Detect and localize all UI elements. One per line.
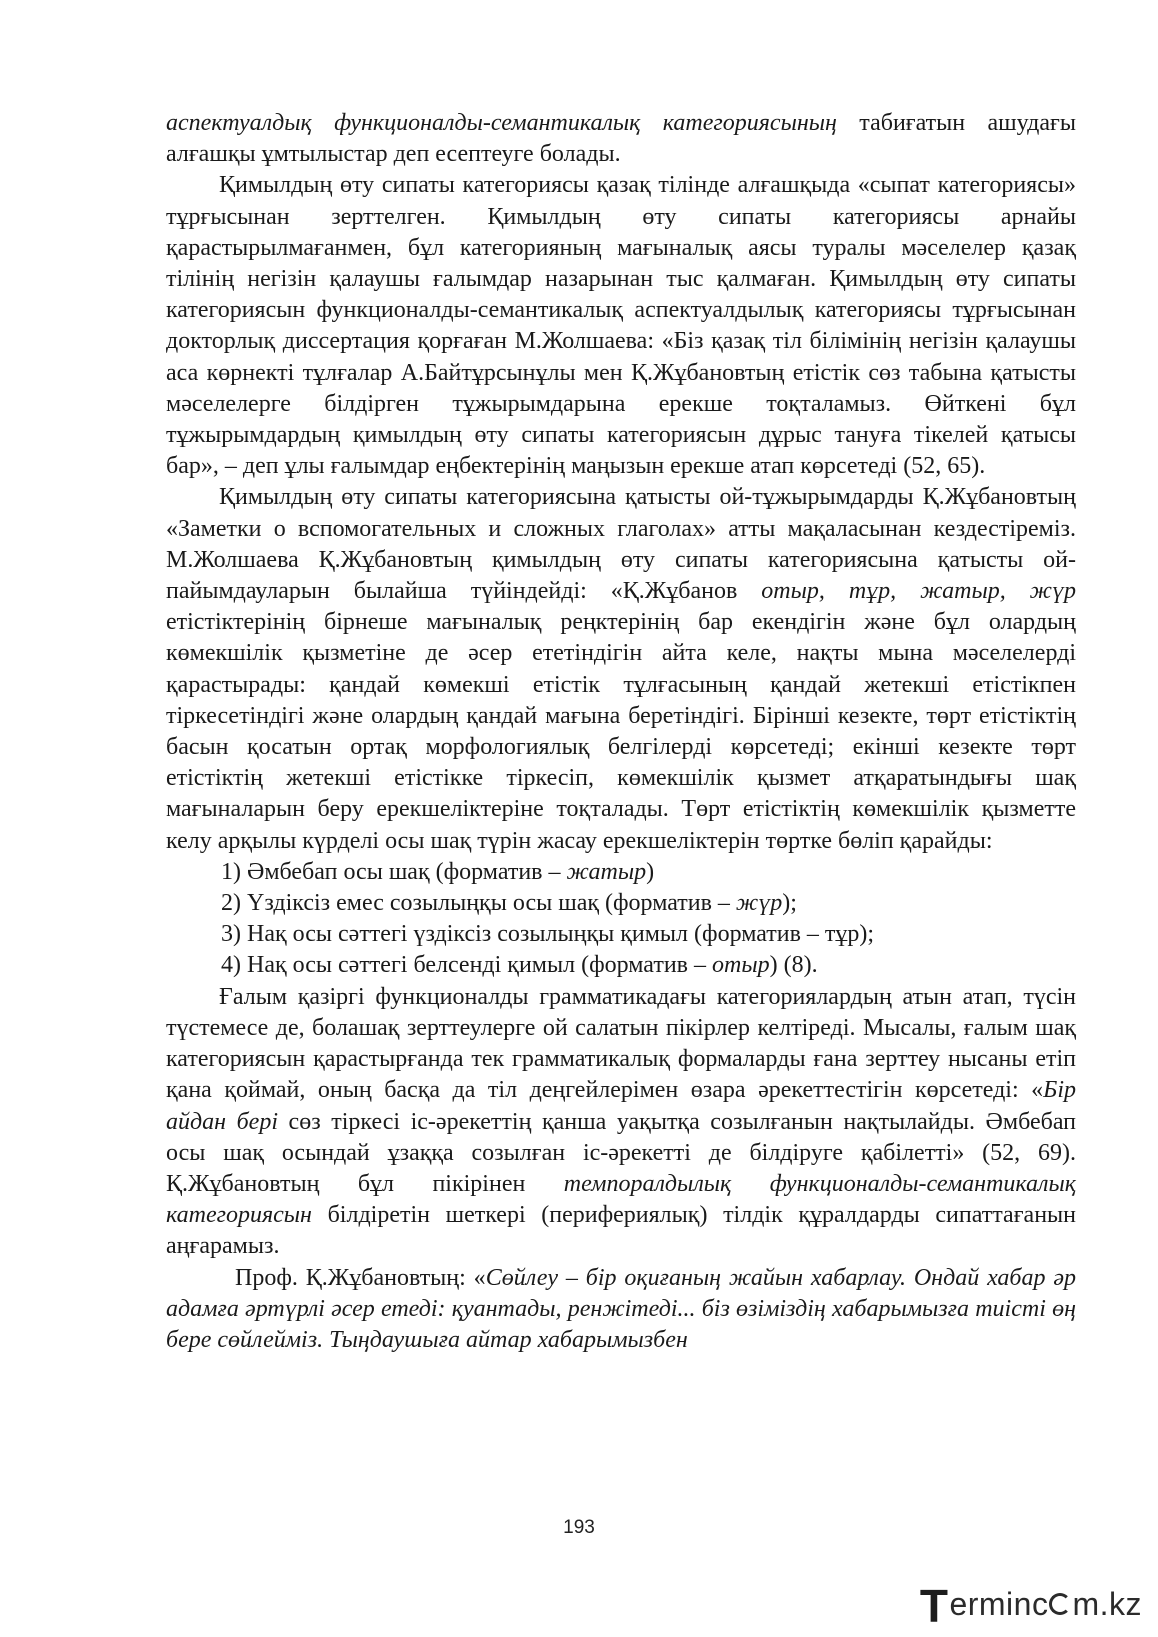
list-item bbox=[166, 919, 1076, 950]
text-segment: ); bbox=[782, 890, 797, 917]
italic-text-segment: аспектуалдық функционалды-семантикалық категориясының bbox=[166, 110, 837, 136]
text-segment: Проф. Қ.Жұбановтың: « bbox=[235, 1264, 486, 1291]
watermark-big-letter: T bbox=[919, 1580, 949, 1632]
text-segment: ) bbox=[646, 858, 655, 885]
document-body bbox=[166, 108, 1076, 1356]
italic-text-segment: Бір айдан бері bbox=[166, 1077, 1076, 1135]
italic-text-segment: темпоралдылық функционалды-семантикалық категориясын bbox=[166, 1170, 1076, 1229]
watermark-text-start: erminc bbox=[949, 1585, 1049, 1622]
text-segment: етістіктерінің бірнеше мағыналық реңктерінің бар екендігін және бұл олардың көмекшілік қызметіне де әсер ететіндігін айта келе, нақты мына мәселелерді қарастырады: қандай көмекші етістік тұлғасының қандай жетекші етістікпен тіркесетіндігі және олардың қандай мағына беретіндігі. Бірінші кезекте, төрт етістіктің басын қосатын ортақ морфологиялық белгілерді көрсетеді; екінші кезекте төрт етістіктің жетекші етістікке тіркесіп, көмекшілік қызмет атқаратындығы шақ мағыналарын беру ерекшеліктеріне тоқталады. Төрт етістіктің көмекшілік қызметте келу арқылы күрделі осы шақ түрін жасау ерекшеліктерін төртке бөліп қарайды: bbox=[166, 609, 1076, 854]
paragraph-p4 bbox=[166, 982, 1076, 1263]
text-segment: табиғатын ашудағы алғашқы ұмтылыстар деп есептеуге болады. bbox=[166, 110, 1076, 168]
italic-text-segment: жүр bbox=[735, 890, 783, 917]
text-segment: сөз тіркесі іс-әрекеттің қанша уақытқа созылғанын нақтылайды. Әмбебап осы шақ осындай ұзаққа созылған іс-әрекетті де білдіруге қабілетті» (52, 69). Қ.Жұбановтың бұл пікірінен bbox=[166, 1108, 1077, 1197]
text-segment: 2) Үздіксіз емес созылыңқы осы шақ (форматив – bbox=[221, 890, 736, 917]
italic-text-segment: жатыр bbox=[566, 858, 647, 885]
terminco-watermark-logo[interactable] bbox=[919, 1580, 1142, 1632]
paragraph-p3 bbox=[166, 482, 1076, 856]
text-segment: Қимылдың өту сипаты категориясына қатысты ой-тұжырымдарды Қ.Жұбановтың «Заметки о вспомогательных и сложных глаголах» атты мақаласынан кездестіреміз. М.Жолшаева Қ.Жұбановтың қимылдың өту сипаты категориясына қатысты ой-пайымдауларын былайша түйіндейді: «Қ.Жұбанов bbox=[166, 484, 1076, 605]
paragraph-p5 bbox=[166, 1263, 1076, 1357]
page-number: 193 bbox=[563, 1517, 595, 1538]
text-segment: 4) Нақ осы сәттегі белсенді қимыл (форматив – bbox=[221, 952, 712, 979]
list-item bbox=[166, 857, 1076, 888]
watermark-text-end: m.kz bbox=[1072, 1585, 1142, 1622]
italic-text-segment: Сөйлеу – бір оқиғаның жайын хабарлау. Ондай хабар әр адамға әртүрлі әсер етеді: қуантады, ренжітеді... біз өзіміздің хабарымызға тиісті өң бере сөйлейміз. Тыңдаушыға айтар хабарымызбен bbox=[166, 1264, 1076, 1353]
numbered-list bbox=[166, 857, 1076, 982]
text-segment: 3) Нақ осы сәттегі үздіксіз созылыңқы қимыл (форматив – тұр); bbox=[221, 921, 875, 948]
paragraph-p2 bbox=[166, 170, 1076, 482]
italic-text-segment: отыр bbox=[712, 952, 770, 979]
watermark-o-icon bbox=[1049, 1593, 1071, 1615]
text-segment: білдіретін шеткері (перифериялық) тілдік құралдарды сипаттағанын аңғарамыз. bbox=[166, 1202, 1076, 1260]
text-segment: ) (8). bbox=[769, 952, 818, 979]
paragraphs-section bbox=[166, 108, 1076, 857]
text-segment: 1) Әмбебап осы шақ (форматив – bbox=[221, 858, 567, 885]
italic-text-segment: отыр, тұр, жатыр, жүр bbox=[761, 578, 1076, 605]
text-segment: Ғалым қазіргі функционалды грамматикадағы категориялардың атын атап, түсін түстемесе де, болашақ зерттеулерге ой салатын пікірлер келтіреді. Мысалы, ғалым шақ категориясын қарастырғанда тек грамматикалық формаларды ғана зерттеу нысаны етіп қана қоймай, оның басқа да тіл деңгейлерімен өзара әрекеттестігін көрсетеді: « bbox=[166, 983, 1076, 1104]
text-segment: Қимылдың өту сипаты категориясы қазақ тілінде алғашқыда «сыпат категориясы» тұрғысынан зерттелген. Қимылдың өту сипаты категориясы арнайы қарастырылмағанмен, бұл категорияның мағыналық аясы туралы мәселелер қазақ тілінің негізін қалаушы ғалымдар назарынан тыс қалмаған. Қимылдың өту сипаты категориясын функционалды-семантикалық аспектуалдылық категориясы тұрғысынан докторлық диссертация қорғаған М.Жолшаева: «Біз қазақ тіл білімінің негізін қалаушы аса көрнекті тұлғалар А.Байтұрсынұлы мен Қ.Жұбановтың етістік сөз табына қатысты мәселелерге білдірген тұжырымдарына ерекше тоқталамыз. Өйткені бұл тұжырымдардың қимылдың өту сипаты категориясын дұрыс тануға тікелей қатысы бар», – деп ұлы ғалымдар еңбектерінің маңызын ерекше атап көрсетеді (52, 65). bbox=[166, 172, 1076, 480]
list-item bbox=[166, 888, 1076, 919]
paragraphs-section-2 bbox=[166, 982, 1076, 1356]
list-item bbox=[166, 950, 1076, 981]
paragraph-p1 bbox=[166, 108, 1076, 170]
